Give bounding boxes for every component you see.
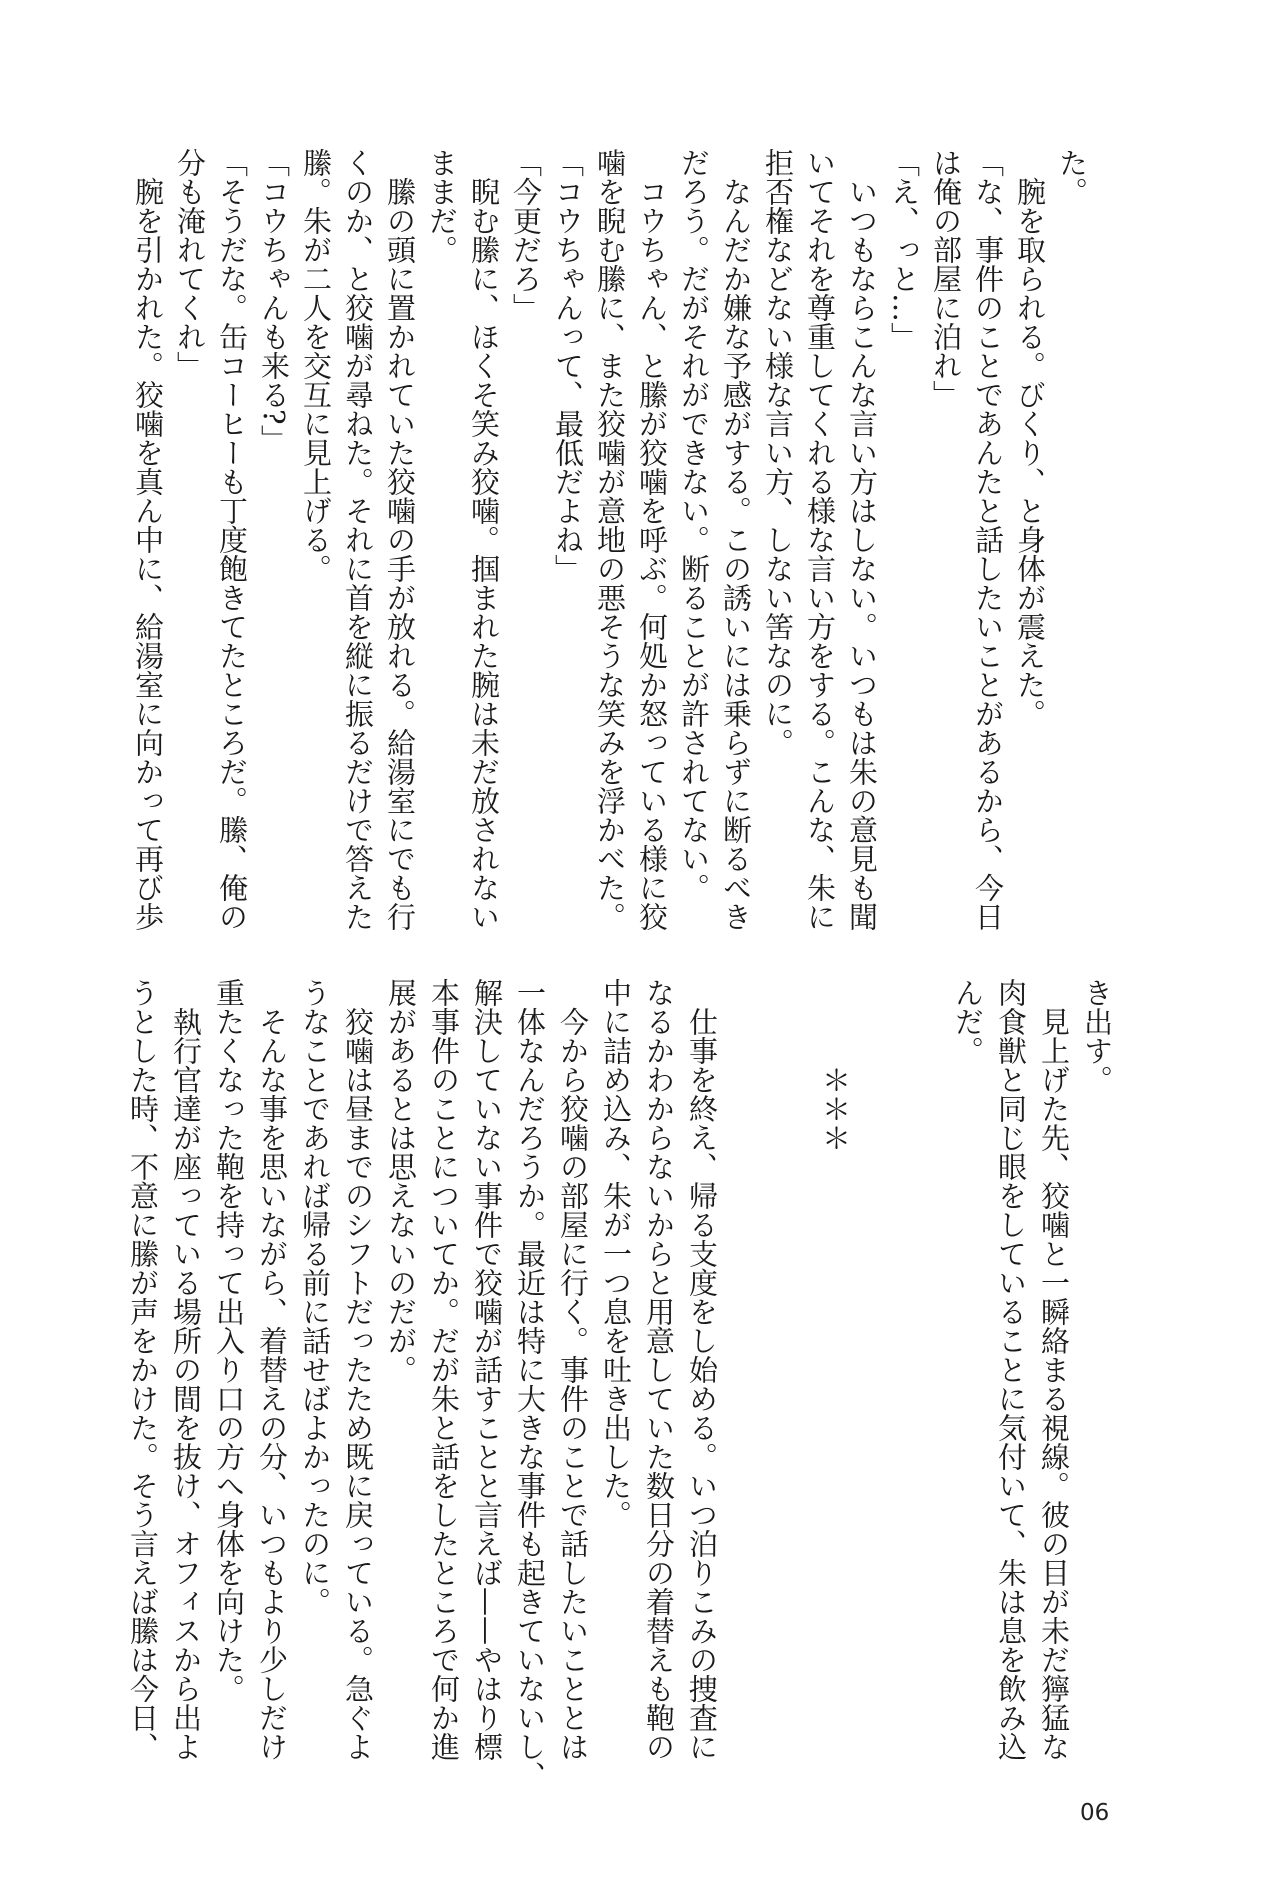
text-line: 睨む縢に、ほくそ笑み狡噛。掴まれた腕は未だ放されない bbox=[467, 148, 501, 931]
text-line: 「え、っと…」 bbox=[887, 148, 921, 351]
text-line: だろう。だがそれができない。断ることが許されてない。 bbox=[677, 148, 711, 902]
scene-break bbox=[723, 978, 946, 1808]
text-line: 肉食獣と同じ眼をしていることに気付いて、朱は息を飲み込 bbox=[994, 978, 1028, 1761]
text-line: 腕を引かれた。狡噛を真ん中に、給湯室に向かって再び歩 bbox=[131, 148, 165, 931]
text-line: 「コウちゃんも来る?」 bbox=[257, 148, 291, 454]
text-line: 今から狡噛の部屋に行く。事件のことで話したいこととは bbox=[556, 978, 590, 1761]
text-line: そんな事を思いながら、着替えの分、いつもより少しだけ bbox=[255, 978, 289, 1761]
text-line: 「そうだな。缶コーヒーも丁度飽きてたところだ。縢、俺の bbox=[215, 148, 249, 931]
text-line: 解決していない事件で狡噛が話すことと言えば——やはり標 bbox=[470, 978, 504, 1761]
text-line: うとした時、不意に縢が声をかけた。そう言えば縢は今日、 bbox=[126, 978, 160, 1761]
text-line: 本事件のことについてか。だが朱と話をしたところで何か進 bbox=[427, 978, 461, 1761]
text-line: 仕事を終え、帰る支度をし始める。いつ泊りこみの捜査に bbox=[685, 978, 719, 1761]
text-line: 拒否権などない様な言い方、しない筈なのに。 bbox=[761, 148, 795, 757]
text-line: き出す。 bbox=[1080, 978, 1114, 1094]
text-line: んだ。 bbox=[951, 978, 985, 1065]
page-number: 06 bbox=[1080, 1800, 1110, 1826]
text-line: 「今更だろ」 bbox=[509, 148, 543, 322]
text-line: 噛を睨む縢に、また狡噛が意地の悪そうな笑みを浮かべた。 bbox=[593, 148, 627, 931]
text-line: 一体なんだろうか。最近は特に大きな事件も起きていないし、 bbox=[513, 978, 547, 1790]
text-line: 重たくなった鞄を持って出入り口の方へ身体を向けた。 bbox=[212, 978, 246, 1703]
text-line: 腕を取られる。びくり、と身体が震えた。 bbox=[1013, 148, 1047, 728]
text-line: なんだか嫌な予感がする。この誘いには乗らずに断るべき bbox=[719, 148, 753, 931]
text-line: いてそれを尊重してくれる様な言い方をする。こんな、朱に bbox=[803, 148, 837, 931]
text-line: た。 bbox=[1055, 148, 1089, 206]
text-line: うなことであれば帰る前に話せばよかったのに。 bbox=[298, 978, 332, 1616]
text-line: は俺の部屋に泊れ」 bbox=[929, 148, 963, 409]
text-block-bottom bbox=[121, 978, 1118, 1808]
text-line: 分も淹れてくれ」 bbox=[173, 148, 207, 380]
text-line: ままだ。 bbox=[425, 148, 459, 264]
text-line: 展があるとは思えないのだが。 bbox=[384, 978, 418, 1384]
text-line: なるかわからないからと用意していた数日分の着替えも鞄の bbox=[642, 978, 676, 1761]
text-line: 「コウちゃんって、最低だよね」 bbox=[551, 148, 585, 583]
scene-break-text: ＊＊＊ bbox=[818, 978, 852, 1152]
text-line: 縢の頭に置かれていた狡噛の手が放れる。給湯室にでも行 bbox=[383, 148, 417, 931]
text-line: 縢。朱が二人を交互に見上げる。 bbox=[299, 148, 333, 583]
text-line: 狡噛は昼までのシフトだったため既に戻っている。急ぐよ bbox=[341, 978, 375, 1761]
text-line: いつもならこんな言い方はしない。いつもは朱の意見も聞 bbox=[845, 148, 879, 931]
text-block-top bbox=[127, 148, 1093, 978]
text-line: 見上げた先、狡噛と一瞬絡まる視線。彼の目が未だ獰猛な bbox=[1037, 978, 1071, 1761]
text-line: 中に詰め込み、朱が一つ息を吐き出した。 bbox=[599, 978, 633, 1529]
text-line: 執行官達が座っている場所の間を抜け、オフィスから出よ bbox=[169, 978, 203, 1761]
text-line: コウちゃん、と縢が狡噛を呼ぶ。何処か怒っている様に狡 bbox=[635, 148, 669, 931]
text-line: くのか、と狡噛が尋ねた。それに首を縦に振るだけで答えた bbox=[341, 148, 375, 931]
text-line: 「な、事件のことであんたと話したいことがあるから、今日 bbox=[971, 148, 1005, 931]
